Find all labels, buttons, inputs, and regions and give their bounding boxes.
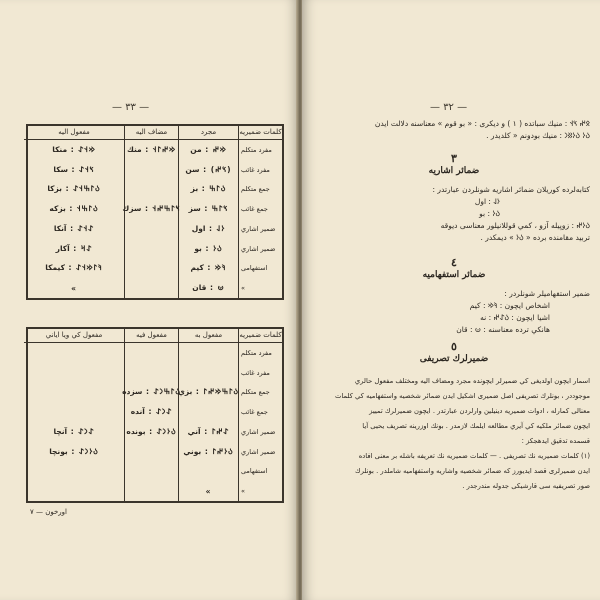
table2-category: جمع غائب — [241, 408, 268, 417]
text-line: ايچون ضمائر ملكيه كي آيري مطالعه ايلمك لازمدر . بونك اوزرينه تصريف يحيى آيا — [362, 422, 590, 430]
table2-cell — [125, 343, 178, 363]
section-4-number: ٤ — [451, 256, 457, 269]
table2-cell — [179, 363, 238, 383]
table1-cell: (𐰽𐰤) : سن — [185, 164, 232, 174]
table2-category: مفرد غائب — [241, 368, 270, 377]
section-5-number: ٥ — [451, 340, 457, 353]
table1-category: مفرد غائب — [241, 165, 270, 174]
table1-cell: 𐰉𐰃𐰕𐰭 : بزكه — [49, 204, 99, 214]
table2-cell: 𐰀𐰣𐰀 : آنچا — [53, 426, 95, 436]
section-5-title: ضميرلرك تصريفى — [419, 354, 489, 364]
table2-cell — [24, 481, 124, 501]
table1-category-column — [238, 126, 282, 298]
left-page-footer: اورخون — ٧ — [30, 508, 68, 516]
table2-category-column — [238, 329, 282, 501]
table1-cell: 𐰀𐰺 : آكار — [55, 243, 93, 253]
text-line: 𐰉𐰆 𐰉𐰆𐰑𐰣 : منيك بودونم « كلديدر . — [486, 131, 590, 140]
table1-cell: » — [71, 283, 77, 293]
table1-category: مفرد متكلم — [241, 145, 272, 154]
table1-category: استفهامى — [241, 264, 268, 273]
table2-category: مفرد متكلم — [241, 348, 272, 357]
table2-header-maful-bih: مفعول به — [179, 329, 238, 343]
table1-header-majrad: مجرد — [179, 126, 238, 140]
right-page-number: — ٣٢ — — [430, 102, 468, 113]
table1-cell: 𐰽𐰃𐰕𐰤𐰭 : سزك — [122, 204, 181, 214]
table2-header-maful-fih: مفعول فيه — [125, 329, 178, 343]
table2-cell — [125, 363, 178, 383]
text-line: ايدن ضميرلرى قصد ايديورز كه ضمائر شخصيه واشاريه واستفهاميه شاملدر . بونلرك — [355, 467, 590, 475]
section-5-body — [318, 374, 590, 494]
table2-cell: 𐰉𐰆𐰣𐰀 : بونچا — [49, 446, 99, 456]
table2-category: استفهامى — [241, 467, 268, 476]
section-3-title: ضمائر اشاريه — [428, 166, 480, 176]
table1-mudaf-column — [122, 126, 181, 298]
table1-cell: 𐰢𐰭𐰀 : منكا — [52, 144, 96, 154]
table1-cell: 𐰢𐰤 : من — [190, 144, 227, 154]
table2-category: جمع متكلم — [241, 388, 270, 397]
pronoun-table-2 — [26, 327, 284, 503]
table2-header-category: كلمات ضميريه — [239, 329, 282, 343]
table1-cell: 𐰆𐰞 : اول — [191, 223, 226, 233]
text-line: اسمار ايچون اولديغى كي ضميرلر ايچونده مجرد ومضاف اليه ومختلف مفعول حالري — [354, 377, 590, 385]
text-line: تربيد مقامنده برده « 𐰉𐰆 » ديمكدر . — [480, 233, 590, 242]
table1-cell: 𐰉𐰃𐰕 : بز — [190, 184, 227, 194]
table1-maful-column — [24, 126, 124, 298]
table2-cell — [125, 481, 178, 501]
table1-category: جمع متكلم — [241, 185, 270, 194]
section-3-number: ٣ — [451, 152, 457, 165]
table2-cell — [179, 462, 238, 482]
table1-header-maful: مفعول اليه — [24, 126, 124, 140]
table1-cell: 𐰚𐰃𐰢𐰭𐰀 : كيمكا — [45, 263, 103, 273]
text-line: اشخاص ايچون : 𐰚𐰢 : كيم — [469, 301, 550, 310]
text-line: (١) كلمات ضميريه نك تصريفى . — كلمات ضميريه نك تعريفه باشله بر معنى افاده — [358, 452, 590, 460]
table2-maful-maah-column — [24, 329, 124, 501]
pronoun-table-1 — [26, 124, 284, 300]
table2-maful-bih-column — [178, 329, 238, 501]
table2-cell: 𐰀𐰤𐰃 : آني — [187, 426, 230, 436]
table1-cell: 𐰢𐰤𐰃𐰭 : منك — [127, 144, 176, 154]
table2-category: ضمير اشاري — [241, 427, 276, 436]
table1-header-mudaf: مضاف اليه — [125, 126, 178, 140]
table2-cell — [179, 343, 238, 363]
text-line: كتابەلرده كوريلان ضمائر اشاريه شونلردن عبارتدر : — [432, 185, 590, 194]
table2-cell — [125, 462, 178, 482]
table1-cell — [125, 180, 178, 200]
table1-cell: 𐰽𐰃𐰕 : سز — [188, 204, 229, 214]
section-4-body — [318, 288, 590, 336]
text-line: ضمير استفهاميلر شونلردر : — [504, 289, 590, 298]
table2-cell — [179, 402, 238, 422]
table1-cell: 𐰚𐰢 : كيم — [190, 263, 227, 273]
table1-cell: 𐰉𐰃𐰕𐰭𐰀 : بزكا — [47, 184, 101, 194]
text-line: 𐰉𐰆𐰤 : زوپيله آزو ، كمي قوللانيلور معناسى ديوقه — [440, 221, 590, 230]
table1-cell: 𐰦 : قان — [192, 283, 225, 293]
table1-cell — [125, 259, 178, 279]
table1-header-category: كلمات ضميريه — [239, 126, 282, 140]
table1-category: جمع غائب — [241, 205, 268, 214]
text-line: موجوددر ، بونلرك تصريفى اصل ضميرى اشكيل ايدن ضمائر شخصيه واستفهاميه كي كلمات — [334, 392, 590, 400]
table2-cell — [24, 383, 124, 403]
table2-cell — [24, 462, 124, 482]
table2-cell — [24, 402, 124, 422]
table2-maful-fih-column — [122, 329, 181, 501]
table2-cell: 𐰀𐰣𐰀 : آنده — [130, 407, 173, 417]
text-line: اشيا ايچون : 𐰉𐰀𐰤 : نه — [480, 313, 550, 322]
table1-category: » — [241, 284, 245, 293]
table1-cell — [125, 239, 178, 259]
table2-cell: 𐰉𐰆𐰣𐰀 : بونده — [126, 426, 177, 436]
table1-cell: 𐰀𐰭𐰀 : آنكا — [53, 223, 95, 233]
text-line: قسمده تدقيق ايدهجكز : — [521, 437, 590, 445]
table2-header-maful-maah: مفعول كي ويا اياني — [24, 329, 124, 343]
right-top-text — [318, 118, 590, 142]
text-line: معنالى كمارله ، ادوات ضميريه دينيلين وارلردن عبارتدر . ايچون ضميرلرك تمييز — [369, 407, 590, 415]
table1-category: ضمير اشاري — [241, 244, 276, 253]
table2-cell — [125, 442, 178, 462]
text-line: 𐰋𐰤 𐰽𐰭 : منيك سباتده ( ١ ) و ديكرى : « بو قوم » معناسنه دلالت ايدن — [374, 119, 590, 128]
table1-cell — [125, 219, 178, 239]
text-line: هانكي ترده معناسنه : 𐰦 : قان — [456, 325, 550, 334]
table2-cell: » — [205, 486, 212, 496]
table1-category: ضمير اشاري — [241, 224, 276, 233]
left-page-number: — ٣٣ — — [112, 102, 150, 113]
table1-cell: 𐰉𐰆 : بو — [194, 243, 223, 253]
table1-cell — [125, 160, 178, 180]
table2-cell: 𐰉𐰃𐰕𐰣𐰀 : سزده — [122, 387, 181, 397]
table2-cell: 𐰉𐰃𐰕𐰢𐰤𐰃 : بزي — [177, 387, 240, 397]
table2-category: ضمير اشاري — [241, 447, 276, 456]
text-line: صور تصريفيه سى قارشيكى جدوله مندرجدر . — [462, 482, 590, 490]
table2-cell: 𐰉𐰆𐰤𐰃 : بوني — [183, 446, 234, 456]
right-page — [302, 0, 600, 600]
text-line: 𐰆𐰞 : اول — [474, 197, 500, 206]
table2-category: » — [241, 487, 245, 496]
table1-cell: 𐰽𐰭𐰀 : سكا — [53, 164, 95, 174]
table2-cell — [24, 363, 124, 383]
table1-cell — [125, 278, 178, 298]
table1-majrad-column — [178, 126, 238, 298]
section-4-title: ضمائر استفهاميه — [422, 270, 486, 280]
left-page — [0, 0, 298, 600]
section-3-body — [318, 184, 590, 244]
table2-cell — [24, 343, 124, 363]
text-line: 𐰉𐰆 : بو — [479, 209, 500, 218]
